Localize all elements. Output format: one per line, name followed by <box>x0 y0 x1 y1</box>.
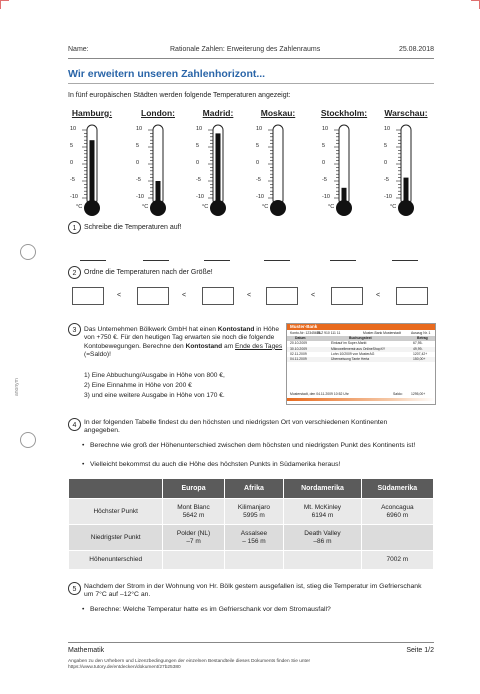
footnote: Angaben zu den Urhebern und Lizenzbedingungen der einzelnen Bestandteile dieses Dokuments finden Sie unter https://www.tutory.de/entdecken/dokument/27b25380 <box>68 659 311 671</box>
bank-row: 04.11.2009 Überweisung Tante Herta 150,00+ <box>287 357 435 362</box>
answer-line[interactable] <box>143 260 169 261</box>
page-number: Seite 1/2 <box>406 647 434 654</box>
intro-text: In fünf europäischen Städten werden folgende Temperaturen angezeigt: <box>68 92 291 99</box>
bank-footer-stripe <box>287 398 435 401</box>
tick-label: 0 <box>196 160 200 166</box>
footer-rule <box>68 642 434 643</box>
task-5-bullet: Berechne: Welche Temperatur hatte es im Gefrierschank vor dem Stromausfall? <box>90 606 331 613</box>
unit-label: °C <box>328 204 335 210</box>
unit-label: °C <box>76 204 83 210</box>
bank-statement-image <box>286 323 436 405</box>
city-name: Hamburg: <box>71 108 113 118</box>
unit-label: °C <box>142 204 149 210</box>
task-1-text: Schreibe die Temperaturen auf! <box>84 224 182 231</box>
worksheet-subject: Rationale Zahlen: Erweiterung des Zahlenraums <box>170 46 321 53</box>
crop-mark-right <box>471 0 480 9</box>
tick-label: -10 <box>196 194 204 200</box>
tick-label: -10 <box>384 194 392 200</box>
less-than-symbol: < <box>182 292 187 299</box>
tick-label: 5 <box>70 143 74 149</box>
answer-box[interactable] <box>137 287 169 305</box>
bullet: • <box>82 442 85 449</box>
task-3-text: Das Unternehmen Bölkwerk GmbH hat einen Kontostand in Höhe von +750 €. Für den heutigen Tag erwarten sie noch die folgende Kontobewegungen. Berechne den Kontostand am Ende des Tages (=Saldo)! <box>84 326 283 359</box>
page-title: Wir erweitern unseren Zahlenhorizont... <box>68 68 266 80</box>
bank-rows <box>287 341 435 362</box>
thermometer <box>128 122 188 218</box>
answer-box[interactable] <box>396 287 428 305</box>
thermometer <box>376 122 436 218</box>
mercury-level <box>156 181 161 208</box>
task-3-number: 3 <box>68 323 81 336</box>
tick-label: 10 <box>322 126 329 132</box>
bank-row: 02.11.2009 Lohn 10/2009 von MusterAG 1207,42+ <box>287 352 435 357</box>
thermometer <box>248 122 308 218</box>
answer-box[interactable] <box>72 287 104 305</box>
tick-label: -5 <box>256 177 261 183</box>
city-name: Moskau: <box>260 108 296 118</box>
task-4-bullet: Berechne wie groß der Höhenunterschied zwischen dem höchsten und niedrigsten Punkt des Kontinents ist! <box>90 442 416 449</box>
less-than-symbol: < <box>247 292 252 299</box>
crop-mark-left <box>0 0 9 9</box>
tick-label: 10 <box>70 126 77 132</box>
bank-column-headers: Datum Buchungstext Betrag <box>287 336 435 341</box>
tick-label: -5 <box>322 177 327 183</box>
less-than-symbol: < <box>311 292 316 299</box>
table-header-row: Europa Afrika Nordamerika Südamerika <box>69 479 434 499</box>
tick-label: 5 <box>256 143 260 149</box>
tick-label: 0 <box>256 160 260 166</box>
tick-label: 10 <box>136 126 143 132</box>
less-than-symbol: < <box>376 292 381 299</box>
tick-label: 10 <box>196 126 203 132</box>
mercury-level <box>216 133 221 208</box>
title-rule <box>68 83 434 84</box>
tick-label: 0 <box>384 160 388 166</box>
task-3-item: 1) Eine Abbuchung/Ausgabe in Höhe von 800 €, <box>84 372 225 379</box>
footer-subject: Mathematik <box>68 647 105 654</box>
unit-label: °C <box>390 204 397 210</box>
city-name: Stockholm: <box>320 108 368 118</box>
answer-box[interactable] <box>202 287 234 305</box>
thermometer <box>62 122 122 218</box>
name-label: Name: <box>68 46 89 53</box>
tick-label: 0 <box>70 160 74 166</box>
answer-line[interactable] <box>80 260 106 261</box>
tick-label: 5 <box>384 143 388 149</box>
answer-box[interactable] <box>266 287 298 305</box>
tick-label: -10 <box>136 194 144 200</box>
bullet: • <box>82 461 85 468</box>
bank-row: 30.10.2009 Mikrowellenerstr.aus OnlineShopXY 49,99- <box>287 347 435 352</box>
table-row: Höhenunterschied 7002 m <box>69 551 434 570</box>
header-rule <box>68 58 434 59</box>
task-2-text: Ordne die Temperaturen nach der Größe! <box>84 269 213 276</box>
bullet: • <box>82 606 85 613</box>
tick-label: -5 <box>136 177 141 183</box>
tick-label: -5 <box>70 177 75 183</box>
thermometer <box>188 122 248 218</box>
tick-label: -5 <box>384 177 389 183</box>
tick-label: 5 <box>136 143 140 149</box>
task-1-number: 1 <box>68 221 81 234</box>
bank-row: 20.10.2009 Einkauf im Super-Markt 67,95- <box>287 341 435 346</box>
mercury-level <box>90 140 95 208</box>
tick-label: 0 <box>322 160 326 166</box>
task-3-item: 2) Eine Einnahme in Höhe von 200 € <box>84 382 192 389</box>
tick-label: 5 <box>322 143 326 149</box>
task-4-text: In der folgenden Tabelle findest du den höchsten und niedrigsten Ort von verschiedenen Kontinenten angegeben. <box>84 419 388 435</box>
task-2-number: 2 <box>68 266 81 279</box>
answer-line[interactable] <box>204 260 230 261</box>
tick-label: -10 <box>70 194 78 200</box>
answer-box[interactable] <box>331 287 363 305</box>
mercury-level <box>404 178 409 208</box>
mercury-level <box>342 188 347 208</box>
punch-hole-top <box>20 244 36 260</box>
tick-label: 10 <box>256 126 263 132</box>
tick-label: -10 <box>256 194 264 200</box>
city-name: London: <box>141 108 175 118</box>
tick-label: 10 <box>384 126 391 132</box>
tick-label: 0 <box>136 160 140 166</box>
table-row: Höchster Punkt Mont Blanc 5642 m Kilimanjaro 5995 m Mt. McKinley 6194 m Aconcagua 6960 m <box>69 499 434 525</box>
task-4-number: 4 <box>68 418 81 431</box>
less-than-symbol: < <box>117 292 122 299</box>
answer-line[interactable] <box>330 260 356 261</box>
task-5-number: 5 <box>68 582 81 595</box>
elevation-table <box>68 478 434 570</box>
thermometer <box>314 122 374 218</box>
side-text: anonym <box>14 378 20 396</box>
tick-label: -10 <box>322 194 330 200</box>
answer-line[interactable] <box>392 260 418 261</box>
bank-info-row: Konto-Nr: 12345678 BLZ 910 111 11 Muster-Bank Musterstadt Auszug Nr. 1 <box>290 331 431 335</box>
worksheet-date: 25.08.2018 <box>398 46 434 53</box>
answer-line[interactable] <box>264 260 290 261</box>
city-name: Warschau: <box>384 108 428 118</box>
tick-label: 5 <box>196 143 200 149</box>
task-3-list <box>84 371 225 401</box>
unit-label: °C <box>202 204 209 210</box>
task-4-bullet: Vielleicht bekommst du auch die Höhe des höchsten Punkts in Südamerika heraus! <box>90 461 341 468</box>
mercury-level <box>276 201 281 208</box>
task-5-text: Nachdem der Strom in der Wohnung von Hr. Bölk gestern ausgefallen ist, stieg die Temperatur im Gefrierschank um 7°C auf –12°C an. <box>84 583 422 599</box>
bank-footer-row: Musterstadt, den 04.11.2009 10:52 Uhr Saldo: 1295,00+ <box>290 391 426 396</box>
city-name: Madrid: <box>202 108 234 118</box>
task-3-item: 3) und eine weitere Ausgabe in Höhe von 170 €. <box>84 392 225 399</box>
punch-hole-bottom <box>20 432 36 448</box>
tick-label: -5 <box>196 177 201 183</box>
unit-label: °C <box>262 204 269 210</box>
table-row: Niedrigster Punkt Polder (NL) –7 m Assalsee – 156 m Death Valley –86 m <box>69 525 434 551</box>
bank-name: Muster-Bank <box>287 324 435 330</box>
